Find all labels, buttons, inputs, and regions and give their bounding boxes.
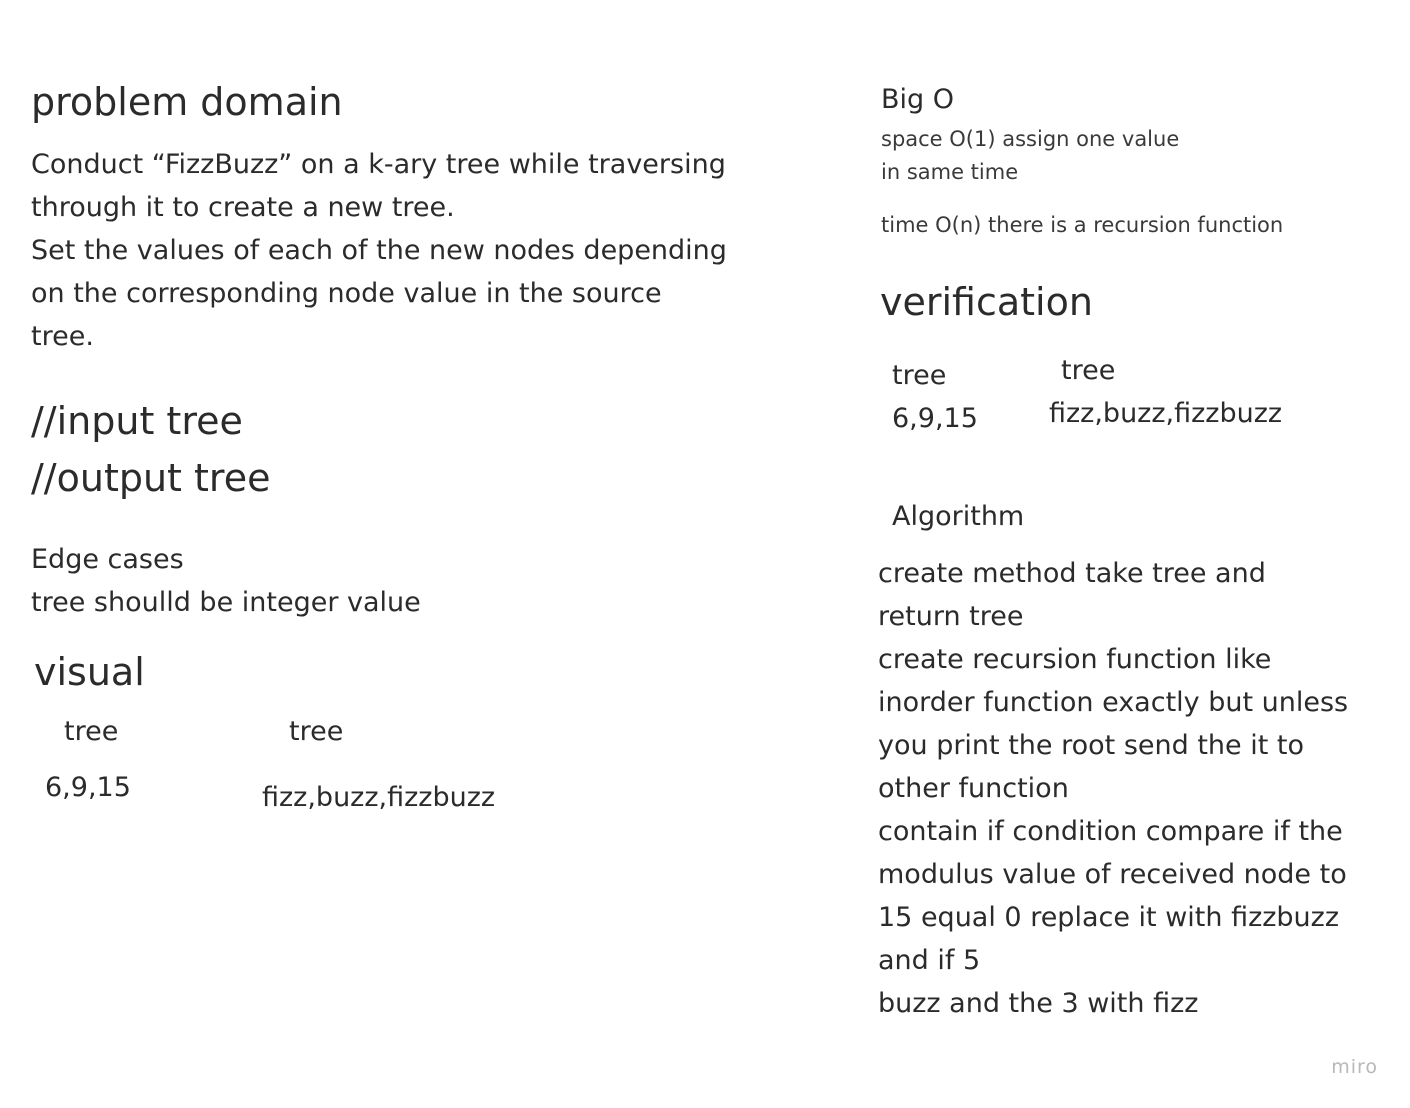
algorithm-line: buzz and the 3 with fizz [878, 988, 1199, 1019]
verification-col1-header: tree [892, 360, 947, 391]
problem-domain-line: tree. [31, 321, 94, 352]
visual-col2-value: fizz,buzz,fizzbuzz [262, 782, 496, 813]
visual-col1-value: 6,9,15 [45, 772, 131, 803]
output-label: //output tree [31, 456, 271, 500]
algorithm-text [878, 552, 1348, 1025]
visual-heading: visual [34, 650, 145, 694]
visual-col1-header: tree [64, 716, 119, 747]
problem-domain-line: Conduct “FizzBuzz” on a k-ary tree while traversing [31, 149, 726, 180]
verification-col1-value: 6,9,15 [892, 403, 978, 434]
big-o-time-line: time O(n) there is a recursion function [881, 213, 1284, 237]
big-o-space-line: space O(1) assign one value [881, 127, 1180, 151]
problem-domain-line: on the corresponding node value in the source [31, 278, 662, 309]
problem-domain-heading: problem domain [31, 80, 343, 124]
input-label: //input tree [31, 399, 243, 443]
verification-col2-header: tree [1061, 355, 1116, 386]
algorithm-line: you print the root send the it to [878, 730, 1305, 761]
algorithm-heading: Algorithm [892, 501, 1025, 532]
algorithm-line: return tree [878, 601, 1024, 632]
miro-watermark: miro [1331, 1056, 1378, 1078]
algorithm-line: contain if condition compare if the [878, 816, 1343, 847]
algorithm-line: 15 equal 0 replace it with fizzbuzz [878, 902, 1340, 933]
visual-col2-header: tree [289, 716, 344, 747]
problem-domain-text [31, 143, 727, 358]
verification-col2-value: fizz,buzz,fizzbuzz [1049, 398, 1283, 429]
edge-cases-heading: Edge cases [31, 544, 184, 575]
algorithm-line: create recursion function like [878, 644, 1272, 675]
algorithm-line: and if 5 [878, 945, 981, 976]
problem-domain-line: through it to create a new tree. [31, 192, 455, 223]
algorithm-line: other function [878, 773, 1069, 804]
algorithm-line: create method take tree and [878, 558, 1266, 589]
verification-heading: verification [880, 280, 1093, 324]
big-o-space-line: in same time [881, 160, 1019, 184]
edge-cases-text: tree shoulld be integer value [31, 587, 421, 618]
problem-domain-line: Set the values of each of the new nodes depending [31, 235, 727, 266]
big-o-heading: Big O [881, 84, 954, 115]
algorithm-line: modulus value of received node to [878, 859, 1347, 890]
algorithm-line: inorder function exactly but unless [878, 687, 1349, 718]
